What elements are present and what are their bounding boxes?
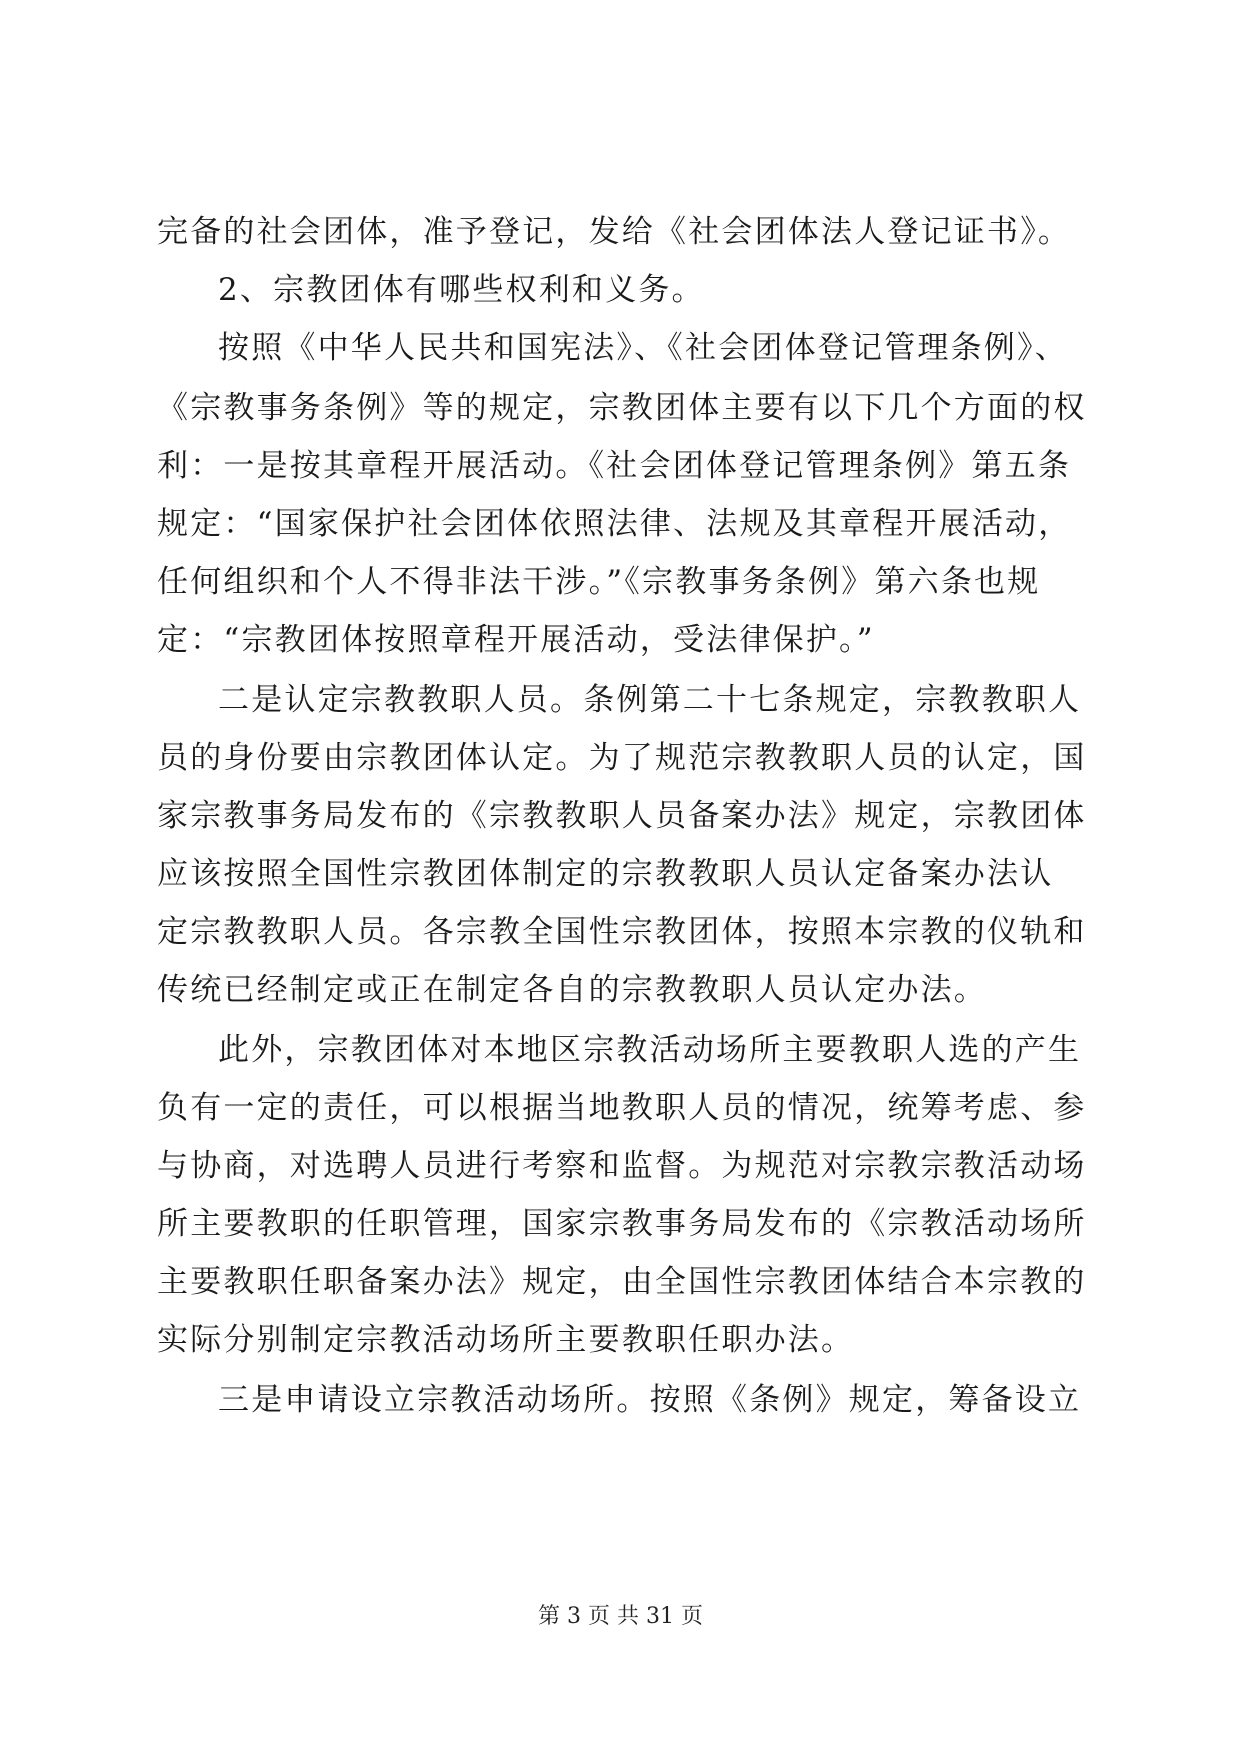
text-line: 定：“宗教团体按照章程开展活动，受法律保护。” (157, 622, 875, 658)
text-line: 家宗教事务局发布的《宗教教职人员备案办法》规定，宗教团体 (157, 798, 1087, 834)
text-line: 传统已经制定或正在制定各自的宗教教职人员认定办法。 (157, 972, 987, 1008)
text-line: 利：一是按其章程开展活动。《社会团体登记管理条例》第五条 (157, 448, 1072, 484)
text-line: 主要教职任职备案办法》规定，由全国性宗教团体结合本宗教的 (157, 1264, 1087, 1300)
text-line: 与协商，对选聘人员进行考察和监督。为规范对宗教宗教活动场 (157, 1148, 1087, 1184)
text-line: 任何组织和个人不得非法干涉。”《宗教事务条例》第六条也规 (157, 564, 1041, 600)
text-line: 规定：“国家保护社会团体依照法律、法规及其章程开展活动， (157, 506, 1072, 542)
text-line: 此外，宗教团体对本地区宗教活动场所主要教职人选的产生 (218, 1032, 1082, 1068)
text-line: 所主要教职的任职管理，国家宗教事务局发布的《宗教活动场所 (157, 1206, 1087, 1242)
text-line: 定宗教教职人员。各宗教全国性宗教团体，按照本宗教的仪轨和 (157, 914, 1087, 950)
section-heading: 2、宗教团体有哪些权利和义务。 (218, 272, 705, 308)
page-number-footer: 第 3 页 共 31 页 (538, 1604, 703, 1629)
text-line: 《宗教事务条例》等的规定，宗教团体主要有以下几个方面的权 (157, 390, 1087, 426)
text-line: 完备的社会团体，准予登记，发给《社会团体法人登记证书》。 (157, 214, 1072, 250)
text-line: 三是申请设立宗教活动场所。按照《条例》规定，筹备设立 (218, 1382, 1082, 1418)
text-line: 实际分别制定宗教活动场所主要教职任职办法。 (157, 1322, 855, 1358)
text-line: 按照《中华人民共和国宪法》、《社会团体登记管理条例》、 (218, 330, 1068, 366)
text-line: 应该按照全国性宗教团体制定的宗教教职人员认定备案办法认 (157, 856, 1054, 892)
text-line: 二是认定宗教教职人员。条例第二十七条规定，宗教教职人 (218, 682, 1082, 718)
text-line: 负有一定的责任，可以根据当地教职人员的情况，统筹考虑、参 (157, 1090, 1087, 1126)
text-line: 员的身份要由宗教团体认定。为了规范宗教教职人员的认定，国 (157, 740, 1087, 776)
